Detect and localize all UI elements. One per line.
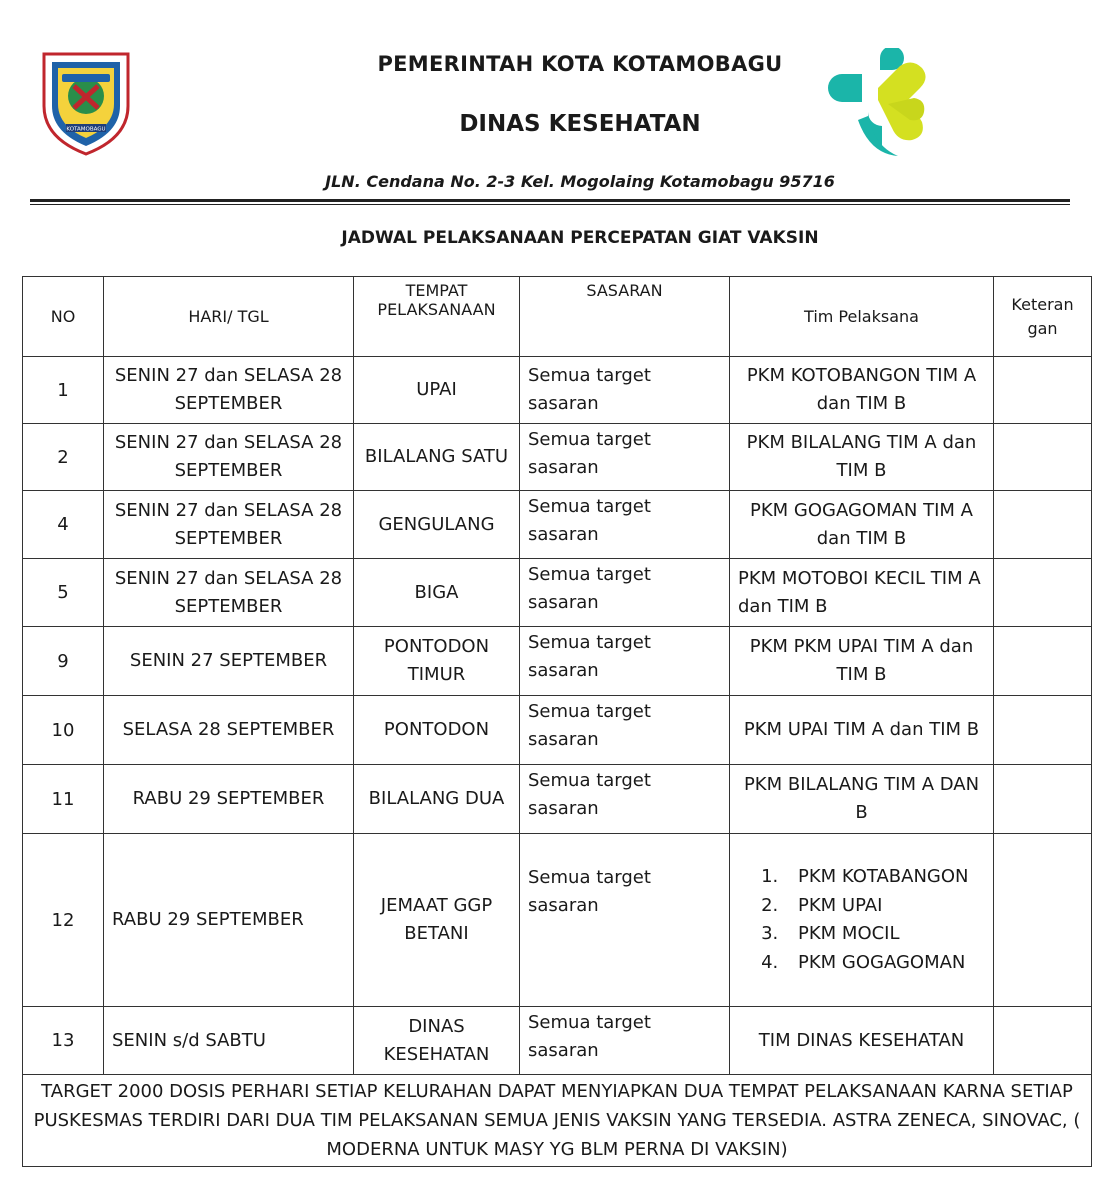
- list-item: 3. PKM MOCIL: [784, 920, 989, 949]
- header-no: NO: [23, 277, 104, 357]
- footer-note: TARGET 2000 DOSIS PERHARI SETIAP KELURAHAN DAPAT MENYIAPKAN DUA TEMPAT PELAKSANAAN KARNA SETIAP PUSKESMAS TERDIRI DARI DUA TIM PELAKSANAN SEMUA JENIS VAKSIN YANG TERSEDIA. ASTRA ZENECA, SINOVAC, ( MODERNA UNTUK MASY YG BLM PERNA DI VAKSIN): [23, 1075, 1092, 1167]
- header-sasaran: SASARAN: [520, 277, 730, 357]
- schedule-table: [22, 276, 1092, 1167]
- cell-keterangan: [994, 559, 1092, 627]
- cell-sasaran: Semua target sasaran: [520, 627, 730, 696]
- table-header-row: [23, 277, 1092, 357]
- cell-hari: SENIN 27 SEPTEMBER: [104, 627, 354, 696]
- cell-tempat: JEMAAT GGP BETANI: [354, 834, 520, 1007]
- header-tim-pelaksana: Tim Pelaksana: [730, 277, 994, 357]
- government-title: PEMERINTAH KOTA KOTAMOBAGU: [377, 52, 783, 76]
- cell-sasaran: Semua target sasaran: [520, 834, 730, 1007]
- cell-tempat: PONTODON TIMUR: [354, 627, 520, 696]
- list-item: 1. PKM KOTABANGON: [784, 863, 989, 892]
- cell-no: 9: [23, 627, 104, 696]
- table-row: [23, 696, 1092, 765]
- list-item: 4. PKM GOGAGOMAN: [784, 949, 989, 978]
- table-row: [23, 559, 1092, 627]
- cell-tim: PKM BILALANG TIM A dan TIM B: [730, 424, 994, 491]
- cell-keterangan: [994, 696, 1092, 765]
- table-row: [23, 834, 1092, 1007]
- cell-no: 2: [23, 424, 104, 491]
- cell-tempat: BILALANG SATU: [354, 424, 520, 491]
- cell-hari: RABU 29 SEPTEMBER: [104, 834, 354, 1007]
- cell-keterangan: [994, 1007, 1092, 1075]
- cell-hari: SENIN 27 dan SELASA 28 SEPTEMBER: [104, 424, 354, 491]
- cell-no: 4: [23, 491, 104, 559]
- cell-hari: SENIN 27 dan SELASA 28 SEPTEMBER: [104, 559, 354, 627]
- cell-no: 13: [23, 1007, 104, 1075]
- cell-no: 12: [23, 834, 104, 1007]
- cell-keterangan: [994, 765, 1092, 834]
- cell-keterangan: [994, 627, 1092, 696]
- cell-tempat: DINAS KESEHATAN: [354, 1007, 520, 1075]
- cell-tempat: PONTODON: [354, 696, 520, 765]
- cell-tim-list: [730, 834, 994, 1007]
- cell-no: 5: [23, 559, 104, 627]
- cell-hari: SENIN 27 dan SELASA 28 SEPTEMBER: [104, 491, 354, 559]
- header-rule-thin: [30, 204, 1070, 205]
- cell-sasaran: Semua target sasaran: [520, 559, 730, 627]
- cell-sasaran: Semua target sasaran: [520, 357, 730, 424]
- cell-tempat: UPAI: [354, 357, 520, 424]
- cell-no: 10: [23, 696, 104, 765]
- cell-keterangan: [994, 834, 1092, 1007]
- address-line: JLN. Cendana No. 2-3 Kel. Mogolaing Kotamobagu 95716: [325, 172, 835, 191]
- cell-hari: SENIN s/d SABTU: [104, 1007, 354, 1075]
- cell-tim: PKM KOTOBANGON TIM A dan TIM B: [730, 357, 994, 424]
- table-row: [23, 1007, 1092, 1075]
- header-hari-tgl: HARI/ TGL: [104, 277, 354, 357]
- cell-tim: PKM MOTOBOI KECIL TIM A dan TIM B: [730, 559, 994, 627]
- cell-tim: PKM GOGAGOMAN TIM A dan TIM B: [730, 491, 994, 559]
- cell-no: 1: [23, 357, 104, 424]
- table-row: [23, 424, 1092, 491]
- cell-hari: SELASA 28 SEPTEMBER: [104, 696, 354, 765]
- department-title: DINAS KESEHATAN: [459, 111, 701, 137]
- cell-hari: RABU 29 SEPTEMBER: [104, 765, 354, 834]
- header-tempat: TEMPAT PELAKSANAAN: [354, 277, 520, 357]
- cell-hari: SENIN 27 dan SELASA 28 SEPTEMBER: [104, 357, 354, 424]
- cell-tim: TIM DINAS KESEHATAN: [730, 1007, 994, 1075]
- table-row: [23, 357, 1092, 424]
- table-footer-row: [23, 1075, 1092, 1167]
- cell-tempat: BILALANG DUA: [354, 765, 520, 834]
- cell-sasaran: Semua target sasaran: [520, 491, 730, 559]
- table-row: [23, 491, 1092, 559]
- tim-list: [734, 863, 989, 977]
- cell-keterangan: [994, 357, 1092, 424]
- schedule-title: JADWAL PELAKSANAAN PERCEPATAN GIAT VAKSIN: [341, 228, 819, 248]
- header-keterangan: Keteran gan: [994, 277, 1092, 357]
- cell-tim: PKM BILALANG TIM A DAN B: [730, 765, 994, 834]
- list-item: 2. PKM UPAI: [784, 892, 989, 921]
- cell-sasaran: Semua target sasaran: [520, 696, 730, 765]
- table-row: [23, 765, 1092, 834]
- cell-tempat: GENGULANG: [354, 491, 520, 559]
- cell-keterangan: [994, 491, 1092, 559]
- cell-tim: PKM UPAI TIM A dan TIM B: [730, 696, 994, 765]
- cell-no: 11: [23, 765, 104, 834]
- header-rule-thick: [30, 199, 1070, 202]
- cell-sasaran: Semua target sasaran: [520, 1007, 730, 1075]
- cell-keterangan: [994, 424, 1092, 491]
- table-row: [23, 627, 1092, 696]
- emblem-banner-text: KOTAMOBAGU: [66, 126, 106, 133]
- cell-sasaran: Semua target sasaran: [520, 765, 730, 834]
- cell-tempat: BIGA: [354, 559, 520, 627]
- cell-sasaran: Semua target sasaran: [520, 424, 730, 491]
- cell-tim: PKM PKM UPAI TIM A dan TIM B: [730, 627, 994, 696]
